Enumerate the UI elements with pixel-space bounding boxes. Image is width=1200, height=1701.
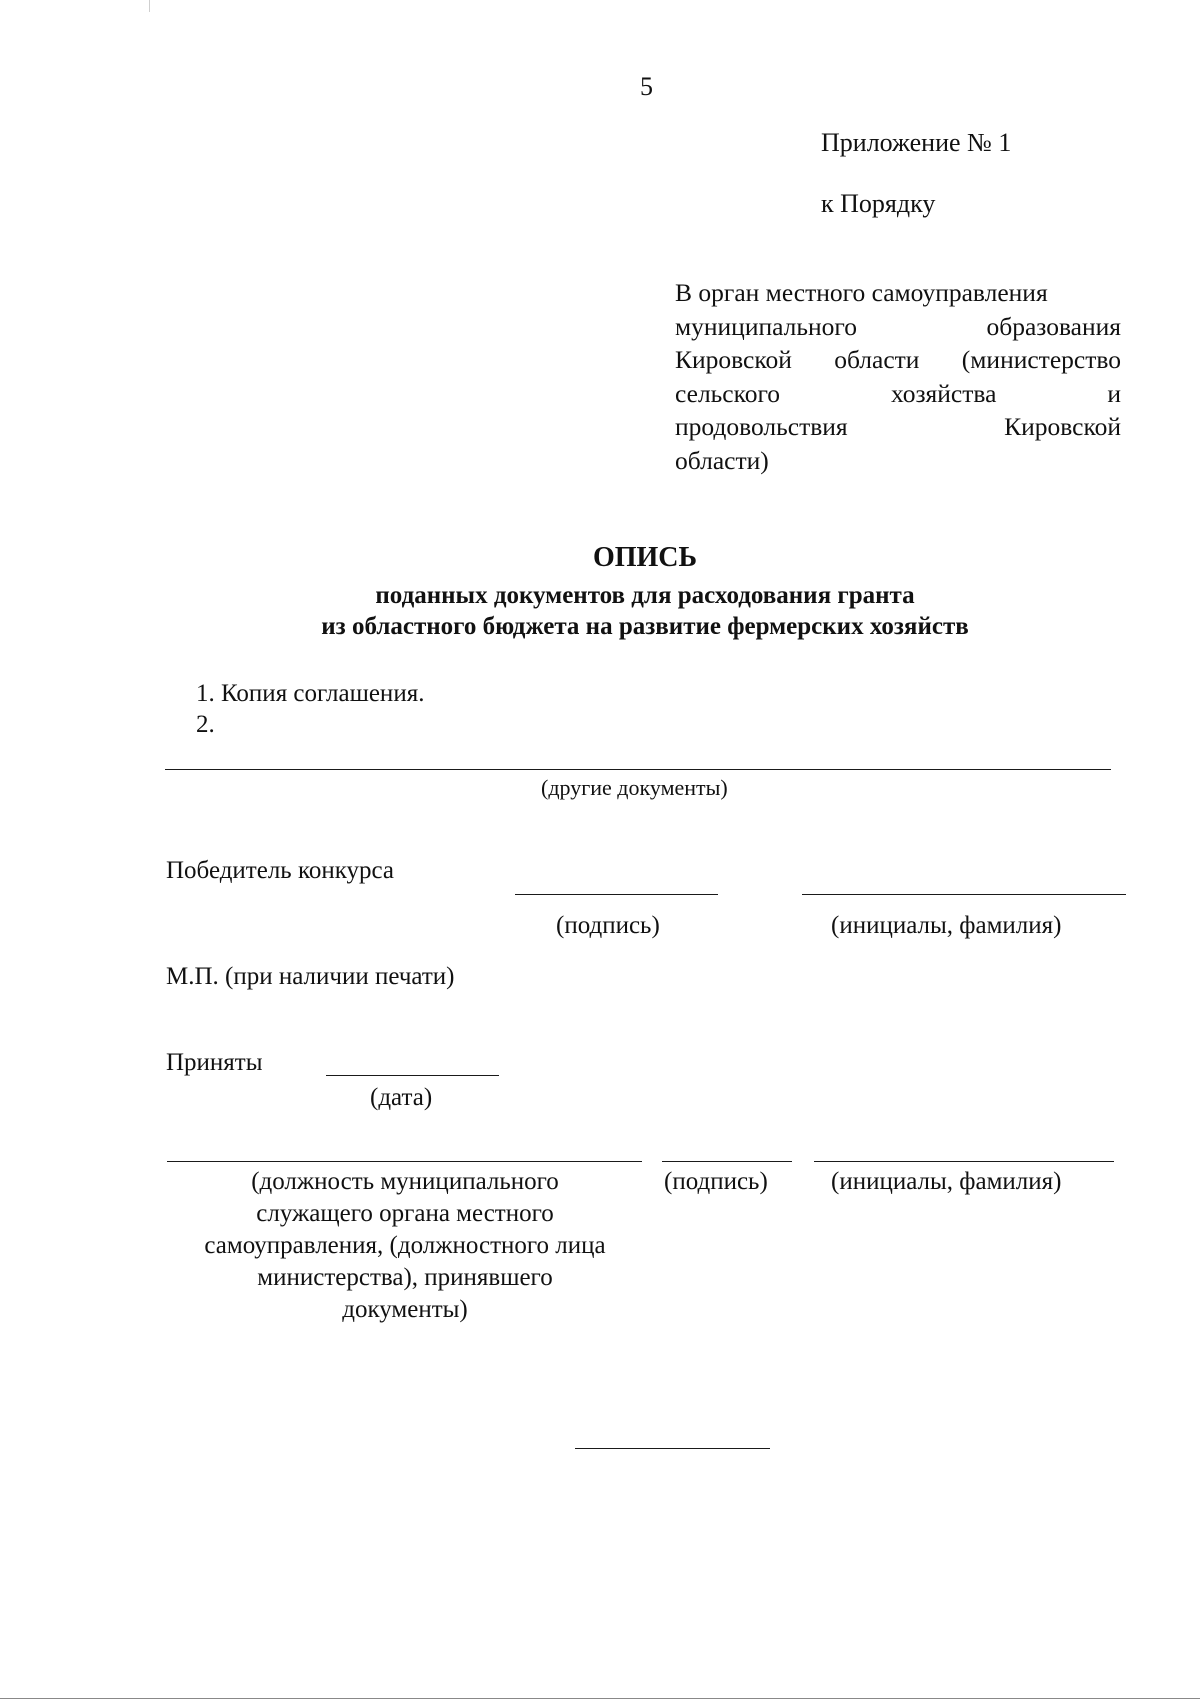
page-edge-line bbox=[0, 1698, 1200, 1699]
winner-signature-line bbox=[515, 894, 718, 895]
addressee-word: сельского bbox=[675, 378, 781, 408]
official-position-caption bbox=[150, 1166, 660, 1326]
official-position-line-text: (должность муниципального bbox=[251, 1168, 559, 1195]
addressee-line: В орган местного самоуправления bbox=[675, 278, 1048, 307]
addressee-word: (министерство bbox=[961, 345, 1121, 374]
official-name-caption: (инициалы, фамилия) bbox=[831, 1168, 1062, 1195]
addressee-word: Кировской bbox=[1004, 412, 1121, 441]
addressee-word: области bbox=[834, 345, 920, 374]
official-position-line-text: служащего органа местного bbox=[256, 1200, 554, 1227]
appendix-title: Приложение № 1 bbox=[821, 128, 1012, 157]
winner-name-line bbox=[802, 894, 1126, 895]
accepted-label: Приняты bbox=[166, 1049, 263, 1076]
official-position-line-text: самоуправления, (должностного лица bbox=[204, 1232, 606, 1259]
official-position-line-text: министерства), принявшего bbox=[257, 1264, 553, 1291]
other-documents-line bbox=[165, 769, 1111, 770]
addressee-word: продовольствия bbox=[675, 412, 848, 441]
official-signature-line bbox=[662, 1161, 792, 1162]
list-item: 1. Копия соглашения. bbox=[196, 680, 425, 707]
official-signature-caption: (подпись) bbox=[664, 1168, 768, 1195]
addressee-word: Кировской bbox=[675, 345, 792, 374]
addressee-line: области) bbox=[675, 445, 769, 475]
winner-name-caption: (инициалы, фамилия) bbox=[831, 912, 1062, 939]
accepted-date-line bbox=[326, 1075, 499, 1076]
document-title: ОПИСЬ bbox=[592, 542, 698, 573]
addressee-word: образования bbox=[986, 311, 1121, 341]
addressee-word: и bbox=[1107, 378, 1121, 408]
official-position-line-text: документы) bbox=[342, 1296, 468, 1323]
accepted-date-caption: (дата) bbox=[370, 1084, 433, 1111]
scan-mark bbox=[149, 0, 150, 12]
addressee-block bbox=[675, 276, 1121, 477]
addressee-line bbox=[675, 410, 1121, 444]
document-subtitle: поданных документов для расходования гранта bbox=[375, 582, 915, 609]
official-name-line bbox=[814, 1161, 1114, 1162]
winner-signature-caption: (подпись) bbox=[556, 912, 660, 939]
winner-label: Победитель конкурса bbox=[166, 857, 395, 884]
addressee-line bbox=[675, 310, 1121, 344]
addressee-line bbox=[675, 377, 1121, 411]
closing-line bbox=[575, 1448, 770, 1449]
appendix-subtitle: к Порядку bbox=[821, 189, 936, 218]
addressee-line bbox=[675, 343, 1121, 377]
addressee-word: муниципального bbox=[675, 311, 857, 341]
official-position-line bbox=[167, 1161, 642, 1162]
other-documents-caption: (другие документы) bbox=[541, 775, 728, 800]
list-item: 2. bbox=[196, 711, 215, 738]
page-number: 5 bbox=[640, 72, 653, 101]
addressee-word: хозяйства bbox=[890, 378, 997, 408]
document-subtitle: из областного бюджета на развитие фермерских хозяйств bbox=[321, 613, 969, 640]
stamp-note: М.П. (при наличии печати) bbox=[166, 963, 455, 990]
